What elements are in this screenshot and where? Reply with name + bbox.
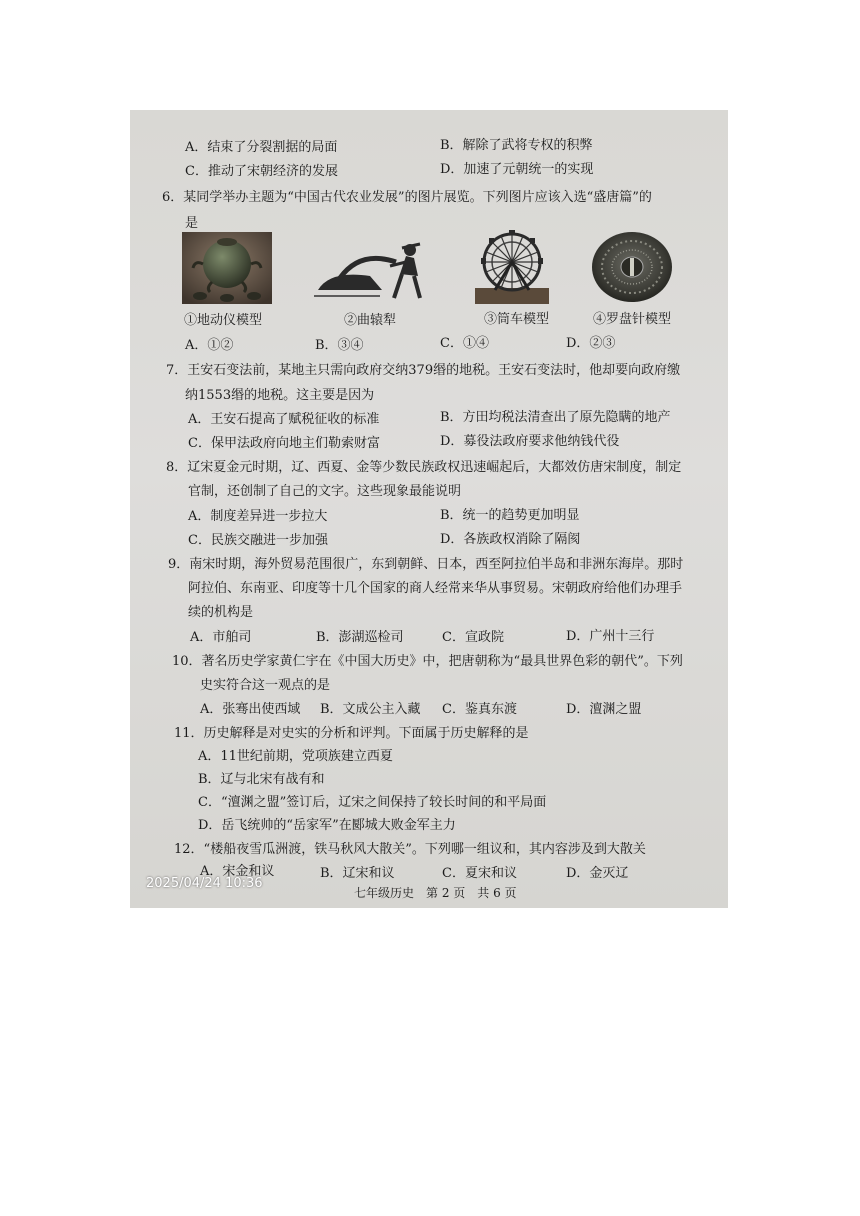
q11-stem: 11．历史解释是对史实的分析和评判。下面属于历史解释的是 — [174, 726, 529, 741]
q12-option-a: A．宋金和议 — [200, 864, 275, 879]
seismograph-model-image — [182, 232, 272, 304]
q7-stem-line2: 纳1553缗的地税。这主要是因为 — [185, 388, 375, 403]
q6-option-c: C．①④ — [440, 336, 489, 351]
q10-stem-line2: 史实符合这一观点的是 — [200, 678, 331, 693]
photo-timestamp: 2025/04/24 10:36 — [146, 876, 263, 891]
q6-option-a: A．①② — [185, 338, 234, 353]
q7-option-b: B．方田均税法清查出了原先隐瞒的地产 — [440, 410, 671, 425]
q11-option-d: D．岳飞统帅的“岳家军”在郾城大败金军主力 — [198, 818, 456, 833]
q7-stem-line1: 7．王安石变法前，某地主只需向政府交纳379缗的地税。王安石变法时，他却要向政府缴 — [166, 363, 681, 378]
q6-caption-2: ②曲辕犁 — [344, 313, 397, 328]
q6-caption-4: ④罗盘针模型 — [593, 312, 672, 327]
q11-option-b: B．辽与北宋有战有和 — [198, 772, 325, 787]
q5-option-b: B．解除了武将专权的积弊 — [440, 138, 593, 153]
q9-option-a: A．市舶司 — [190, 630, 252, 645]
q6-stem-line1: 6．某同学举办主题为“中国古代农业发展”的图片展览。下列图片应该入选“盛唐篇”的 — [162, 190, 652, 205]
q10-stem-line1: 10．著名历史学家黄仁宇在《中国大历史》中，把唐朝称为“最具世界色彩的朝代”。下列 — [172, 654, 683, 669]
q6-option-d: D．②③ — [566, 336, 616, 351]
q5-option-a: A．结束了分裂割据的局面 — [185, 140, 338, 155]
q9-stem-line3: 续的机构是 — [188, 605, 254, 620]
q5-option-c: C．推动了宋朝经济的发展 — [185, 164, 338, 179]
q12-option-b: B．辽宋和议 — [320, 866, 395, 881]
q6-option-b: B．③④ — [315, 338, 364, 353]
q12-option-c: C．夏宋和议 — [442, 866, 517, 881]
q7-option-c: C．保甲法政府向地主们勒索财富 — [188, 436, 380, 451]
q10-option-d: D．澶渊之盟 — [566, 702, 642, 717]
q7-option-d: D．募役法政府要求他纳钱代役 — [440, 434, 620, 449]
q7-option-a: A．王安石提高了赋税征收的标准 — [188, 412, 380, 427]
q12-option-d: D．金灭辽 — [566, 866, 629, 881]
q8-option-c: C．民族交融进一步加强 — [188, 533, 328, 548]
q9-option-b: B．澎湖巡检司 — [316, 630, 404, 645]
q10-option-c: C．鉴真东渡 — [442, 702, 517, 717]
compass-model-image — [590, 230, 674, 304]
q10-option-b: B．文成公主入藏 — [320, 702, 421, 717]
q5-option-d: D．加速了元朝统一的实现 — [440, 162, 594, 177]
q8-option-a: A．制度差异进一步拉大 — [188, 509, 328, 524]
water-wheel-image — [475, 228, 549, 304]
q6-caption-1: ①地动仪模型 — [184, 313, 263, 328]
q11-option-a: A．11世纪前期，党项族建立西夏 — [198, 749, 393, 764]
q9-stem-line2: 阿拉伯、东南亚、印度等十几个国家的商人经常来华从事贸易。宋朝政府给他们办理手 — [188, 581, 683, 596]
q12-stem: 12．“楼船夜雪瓜洲渡，铁马秋风大散关”。下列哪一组议和，其内容涉及到大散关 — [174, 842, 646, 857]
q9-option-d: D．广州十三行 — [566, 629, 655, 644]
q8-option-d: D．各族政权消除了隔阂 — [440, 532, 581, 547]
page-footer: 七年级历史 第 2 页 共 6 页 — [354, 886, 517, 900]
curved-plough-image — [310, 230, 436, 304]
q8-stem-line2: 官制，还创制了自己的文字。这些现象最能说明 — [188, 484, 462, 499]
q6-caption-3: ③筒车模型 — [484, 312, 550, 327]
q6-stem-line2: 是 — [185, 216, 199, 231]
q10-option-a: A．张骞出使西域 — [200, 702, 301, 717]
q9-option-c: C．宣政院 — [442, 630, 504, 645]
q8-stem-line1: 8．辽宋夏金元时期，辽、西夏、金等少数民族政权迅速崛起后，大都效仿唐宋制度，制定 — [166, 460, 682, 475]
q9-stem-line1: 9．南宋时期，海外贸易范围很广，东到朝鲜、日本，西至阿拉伯半岛和非洲东海岸。那时 — [168, 557, 684, 572]
q8-option-b: B．统一的趋势更加明显 — [440, 508, 580, 523]
exam-page — [130, 110, 728, 908]
q11-option-c: C．“澶渊之盟”签订后，辽宋之间保持了较长时间的和平局面 — [198, 795, 547, 810]
